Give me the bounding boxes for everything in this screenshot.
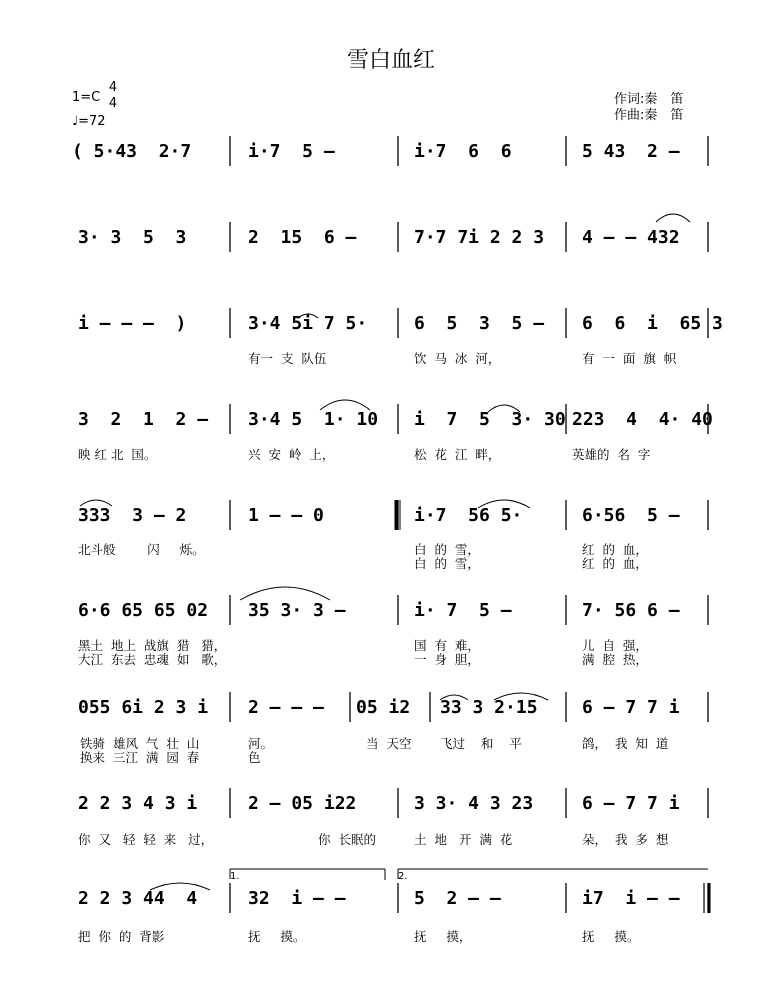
slur — [240, 587, 330, 600]
measure: 6 6 i 65 3 — [582, 313, 723, 334]
measure: 2 – – – — [248, 697, 324, 718]
measure: 7· 56 6 – — [582, 600, 680, 621]
measure: 5 43 2 – — [582, 141, 680, 162]
lyric: 英雄的 名 字 — [572, 447, 651, 462]
slur — [440, 695, 468, 700]
lyric: 河。 — [248, 736, 274, 751]
lyric: 把 你 的 背影 — [78, 929, 165, 944]
lyric: 抚 摸。 — [248, 929, 306, 944]
measure: 333 3 – 2 — [78, 505, 187, 526]
lyric: 色 — [248, 750, 261, 765]
measure: 5 2 – – — [414, 888, 501, 909]
lyric: 映 红 北 国。 — [78, 447, 157, 462]
lyric: 飞过 和 平 — [440, 736, 522, 751]
measure: 6·6 65 65 02 — [78, 600, 209, 621]
measure: 6 – 7 7 i — [582, 697, 680, 718]
measure: i – – – ) — [78, 313, 187, 334]
measure: 2 2 3 4 3 i — [78, 793, 198, 814]
measure: 2 – 05 i22 — [248, 793, 357, 814]
measure: 3·4 5 1· 10 — [248, 409, 379, 430]
lyric: 饮 马 冰 河， — [414, 351, 501, 366]
measure: 3· 3 5 3 — [78, 227, 187, 248]
lyric: 抚 摸。 — [582, 929, 640, 944]
lyric: 鸽， 我 知 道 — [582, 736, 669, 751]
measure: i·7 56 5· — [414, 505, 523, 526]
lyric: 兴 安 岭 上， — [248, 447, 335, 462]
lyric: 白 的 雪， — [414, 542, 480, 557]
slur — [656, 214, 690, 222]
volta-1-label: 1. — [230, 871, 240, 882]
meter-bottom: 4 — [108, 96, 118, 111]
lyric: 红 的 血， — [582, 556, 648, 571]
meter-top: 4 — [108, 80, 118, 95]
lyricist-credit: 作词:秦 笛 — [614, 92, 684, 107]
measure: 055 6i 2 3 i — [78, 697, 209, 718]
measure: 32 i – – — [248, 888, 346, 909]
measure: i7 i – – — [582, 888, 680, 909]
lyric: 一 身 胆， — [414, 652, 480, 667]
lyric: 朵， 我 多 想 — [582, 832, 669, 847]
measure: i·7 5 – — [248, 141, 335, 162]
lyric: 你 长眠的 — [318, 832, 376, 847]
lyric: 当 天空 — [366, 736, 412, 751]
tempo-marking: ♩=72 — [72, 114, 106, 129]
slur — [320, 400, 370, 410]
measure: 223 4 4· 40 — [572, 409, 713, 430]
measure: 3 2 1 2 – — [78, 409, 209, 430]
lyric: 白 的 雪， — [414, 556, 480, 571]
measure: 3·4 5i 7 5· — [248, 313, 368, 334]
measure: i· 7 5 – — [414, 600, 512, 621]
measure: 35 3· 3 – — [248, 600, 346, 621]
key-signature: 1=C — [72, 90, 101, 105]
measure: 1 – – 0 — [248, 505, 324, 526]
lyric: 你 又 轻 轻 来 过， — [78, 832, 214, 847]
lyric: 铁骑 雄风 气 壮 山 — [80, 736, 200, 751]
measure: i·7 6 6 — [414, 141, 512, 162]
lyric: 有一 支 队伍 — [248, 351, 327, 366]
slur — [488, 405, 520, 412]
measure: 7·7 7i 2 2 3 — [414, 227, 545, 248]
lyric: 换来 三江 满 园 春 — [80, 750, 200, 765]
lyric: 国 有 难， — [414, 638, 480, 653]
slur — [478, 500, 530, 508]
measure: 33 3 2·15 — [440, 697, 538, 718]
lyric: 黑土 地上 战旗 猎 猎， — [78, 638, 227, 653]
slur — [80, 500, 112, 506]
measure: 3 3· 4 3 23 — [414, 793, 534, 814]
measure: 6 5 3 5 – — [414, 313, 545, 334]
slur — [150, 883, 210, 890]
measure: 6 – 7 7 i — [582, 793, 680, 814]
measure: ( 5·43 2·7 — [72, 141, 192, 162]
lyric: 有 一 面 旗 帜 — [582, 351, 677, 366]
measure: 4 – – 432 — [582, 227, 680, 248]
slur — [298, 314, 318, 318]
measure: 2 2 3 44 4 — [78, 888, 198, 909]
lyric: 抚 摸， — [414, 929, 472, 944]
volta-2-label: 2. — [398, 871, 408, 882]
song-title: 雪白血红 — [346, 48, 435, 73]
lyric: 满 腔 热， — [582, 652, 648, 667]
measure: i 7 5 3· 30 — [414, 409, 566, 430]
measure: 6·56 5 – — [582, 505, 680, 526]
lyric: 红 的 血， — [582, 542, 648, 557]
lyric: 土 地 开 满 花 — [414, 832, 513, 847]
composer-credit: 作曲:秦 笛 — [614, 108, 684, 123]
lyric: 北斗般 闪 烁。 — [78, 542, 205, 557]
measure: 05 i2 — [356, 697, 411, 718]
lyric: 大江 东去 忠魂 如 歌， — [78, 652, 227, 667]
lyric: 松 花 江 畔， — [414, 447, 501, 462]
measure: 2 15 6 – — [248, 227, 357, 248]
lyric: 儿 自 强， — [582, 638, 648, 653]
slur — [494, 693, 548, 700]
